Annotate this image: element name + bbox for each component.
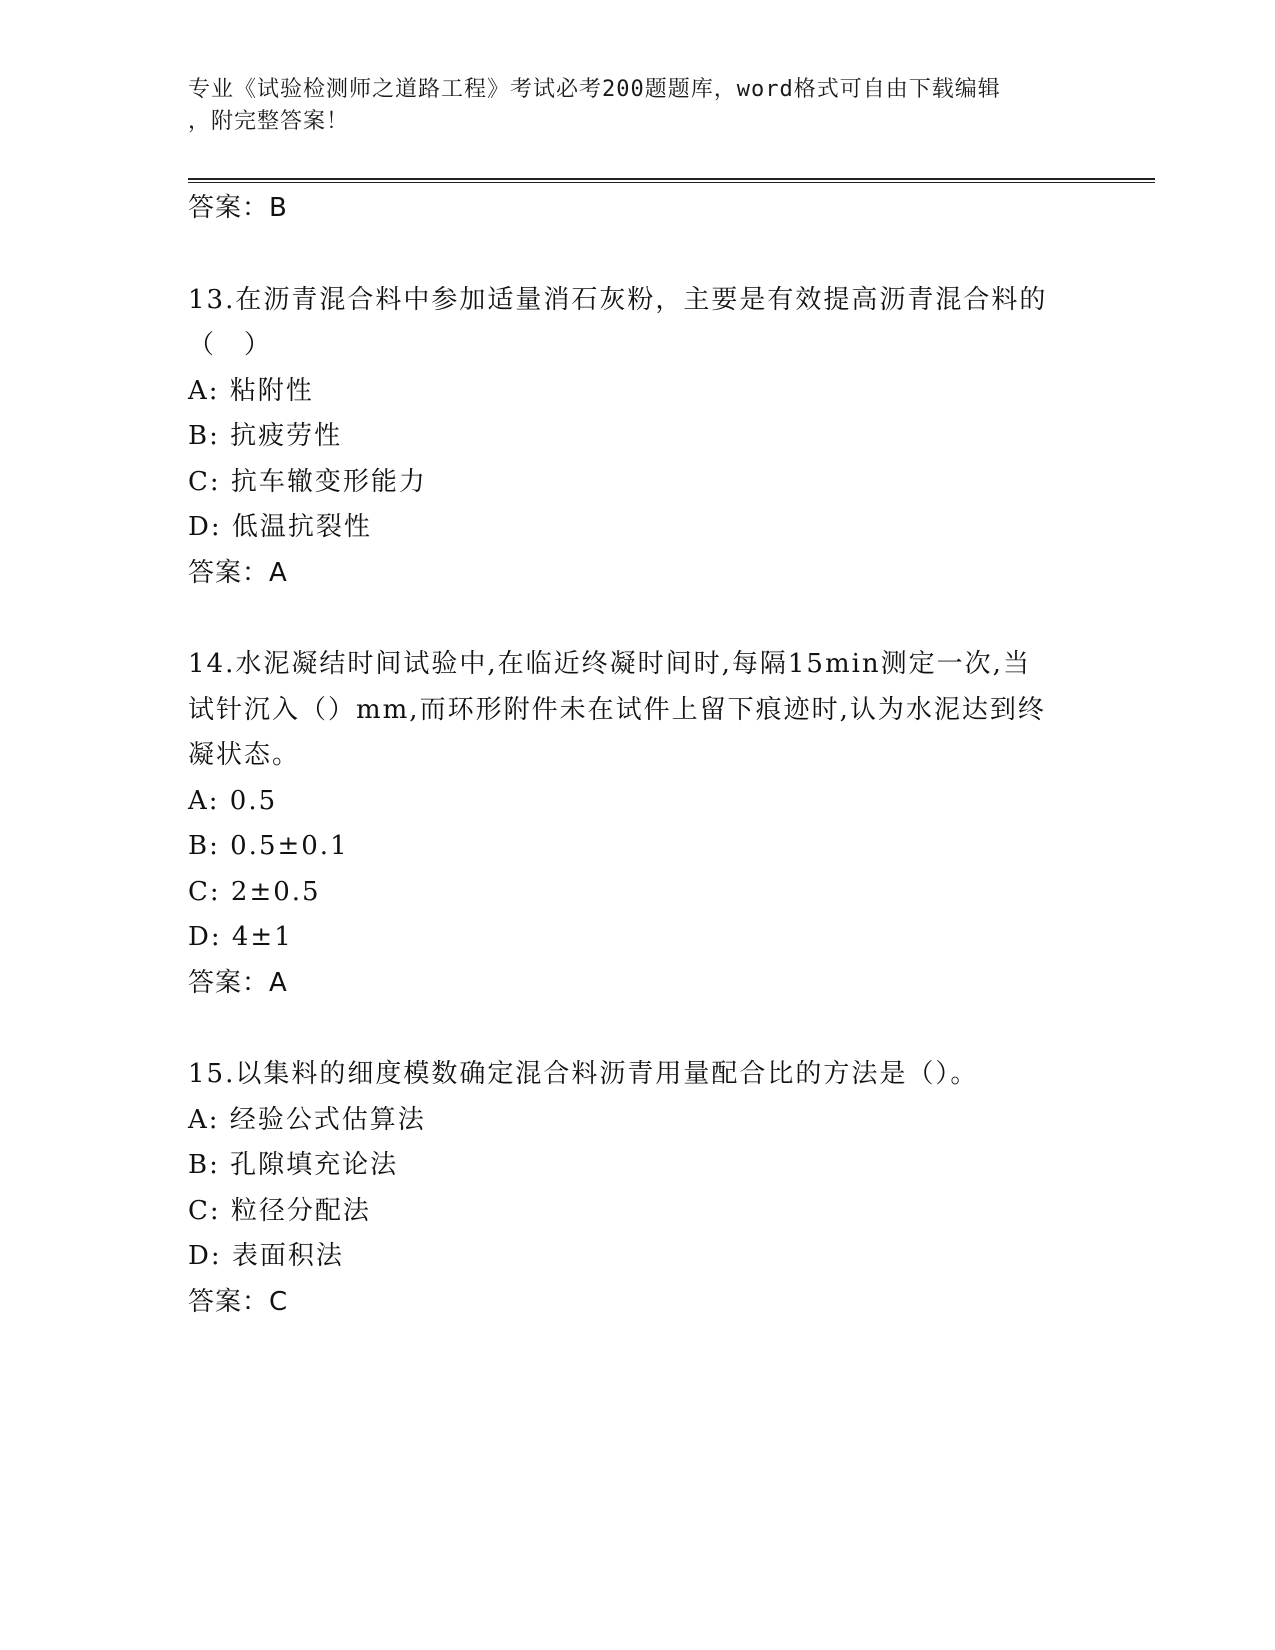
question-15 — [188, 1052, 1088, 1325]
option-c: C: 2±0.5 — [188, 876, 321, 907]
header-divider — [188, 178, 1155, 183]
answer: 答案：C — [188, 1286, 289, 1317]
question-13 — [188, 278, 1088, 597]
option-b: B: 0.5±0.1 — [188, 831, 349, 861]
question-stem-line: 14.水泥凝结时间试验中,在临近终凝时间时,每隔15min测定一次,当 — [188, 649, 1031, 679]
spacer — [188, 596, 1088, 642]
option-d: D: 表面积法 — [188, 1241, 344, 1271]
option-a: A: 0.5 — [188, 785, 278, 816]
option-b: B: 抗疲劳性 — [188, 421, 343, 451]
question-stem-line: 凝状态。 — [188, 740, 301, 770]
question-stem-line: （ ） — [188, 330, 273, 360]
question-stem-line: 15.以集料的细度模数确定混合料沥青用量配合比的方法是（）。 — [188, 1059, 979, 1089]
header-line-2: ，附完整答案！ — [188, 109, 350, 134]
option-a: A: 经验公式估算法 — [188, 1104, 426, 1135]
question-list — [188, 186, 1088, 1325]
question-14 — [188, 642, 1088, 1006]
answer: 答案：A — [188, 967, 288, 998]
option-d: D: 低温抗裂性 — [188, 512, 372, 542]
option-d: D: 4±1 — [188, 922, 293, 952]
question-stem-line: 试针沉入（）mm,而环形附件未在试件上留下痕迹时,认为水泥达到终 — [188, 694, 1046, 725]
page-header — [188, 74, 1068, 138]
answer: 答案：A — [188, 557, 288, 588]
option-b: B: 孔隙填充论法 — [188, 1150, 399, 1180]
option-a: A: 粘附性 — [188, 375, 314, 406]
option-c: C: 抗车辙变形能力 — [188, 466, 427, 497]
option-c: C: 粒径分配法 — [188, 1195, 371, 1226]
spacer — [188, 232, 1088, 278]
question-stem-line: 13.在沥青混合料中参加适量消石灰粉，主要是有效提高沥青混合料的 — [188, 284, 1048, 315]
answer-previous: 答案：B — [188, 193, 288, 223]
header-line-1: 专业《试验检测师之道路工程》考试必考200题题库，word格式可自由下载编辑 — [188, 77, 1001, 102]
spacer — [188, 1006, 1088, 1052]
